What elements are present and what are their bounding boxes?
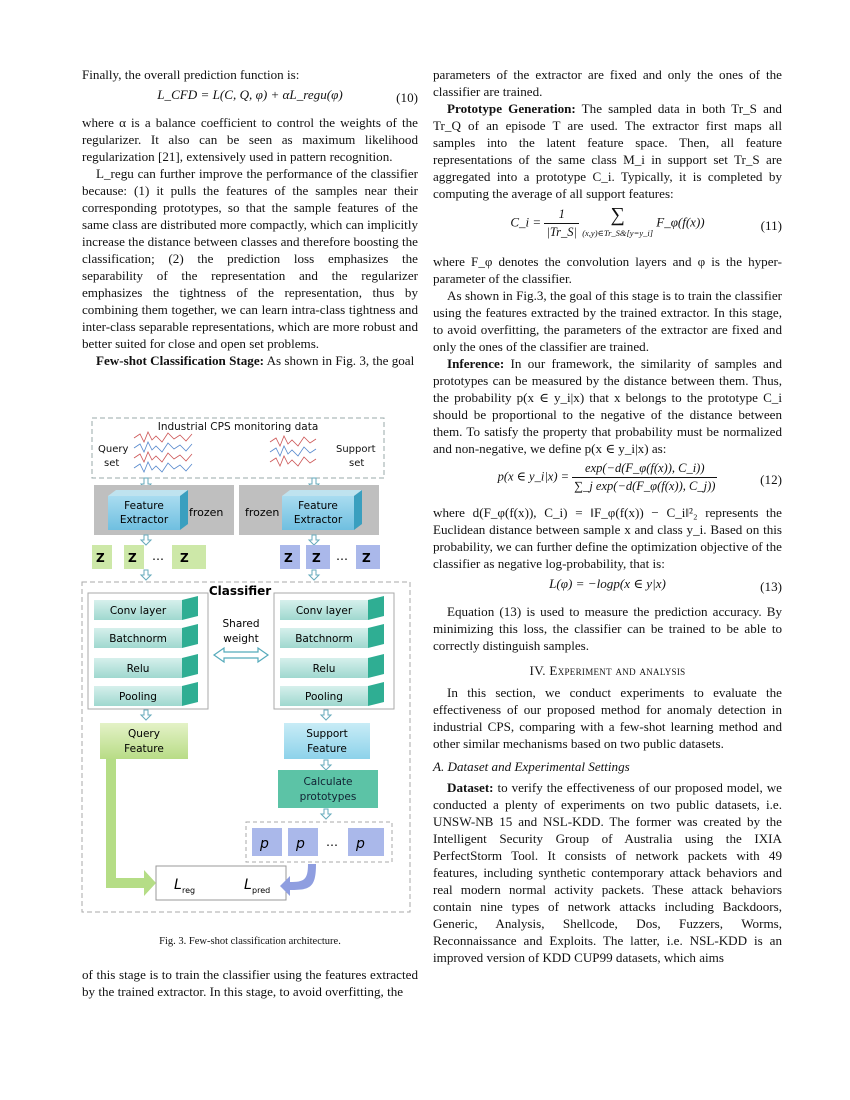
- support-embeddings: [280, 545, 380, 569]
- equation-number: (12): [760, 472, 782, 487]
- run-in-heading: Inference:: [447, 356, 505, 371]
- support-feature-label: Feature: [307, 743, 347, 755]
- z-label: Z: [96, 551, 105, 565]
- equation-number: (13): [760, 579, 782, 594]
- paragraph: L_regu can further improve the performance of the classifier because: (1) it pulls the features of the samples near their corresponding prototypes, so that the sample features of the same class are distributed more compactly, which can implicitly increase the distance between classes and therefore boosting the classification; (2) the prediction loss emphasizes the separability of the representation and the regularizer emphasizes the tightness of the representation, thus by combining them together, we can learn intra-class tightness and inter-class separable representations, which are more robust and better suited for close and open set problems.: [82, 166, 418, 351]
- equation-number: (10): [396, 90, 418, 105]
- paragraph: of this stage is to train the classifier using the features extracted by the trained extractor. In this stage, to avoid overfitting, the: [82, 967, 418, 999]
- arrow-down-icon: [321, 760, 331, 770]
- query-embeddings: [92, 545, 206, 569]
- dots: …: [336, 549, 348, 563]
- equation-body: L_CFD = L(C, Q, φ) + αL_regu(φ): [157, 87, 343, 102]
- equation-number: (11): [760, 218, 782, 233]
- paragraph-text: As shown in Fig. 3, the goal: [264, 353, 415, 368]
- denominator: ∑_j exp(−d(F_φ(f(x)), C_j)): [574, 479, 716, 493]
- run-in-heading: Dataset:: [447, 780, 494, 795]
- paragraph: [433, 100, 782, 202]
- feature-extractor-label: Feature: [298, 500, 338, 512]
- calculate-prototypes-label: Calculate: [303, 776, 353, 788]
- figure-3: [74, 412, 416, 917]
- query-signal-waves: [134, 432, 192, 472]
- shared-weight-label: Shared: [222, 618, 260, 630]
- arrow-down-icon: [321, 710, 331, 720]
- paragraph: Equation (13) is used to measure the prediction accuracy. By minimizing this loss, the classifier can be trained to be able to correctly distinguish samples.: [433, 604, 782, 653]
- dots: …: [152, 549, 164, 563]
- z-label: Z: [180, 551, 189, 565]
- feature-extractor-label: Feature: [124, 500, 164, 512]
- query-loss-arrow: [106, 759, 156, 896]
- layer-label: Relu: [126, 663, 150, 675]
- paragraph: where d(F_φ(f(x)), C_i) = ‖F_φ(f(x)) − C_i‖²₂ represents the Euclidean distance between sample x and class y_i. Based on this probability, we can further define the optimization objective of the classifier as negative log-probability, that is:: [433, 505, 782, 571]
- subsection-heading: A. Dataset and Experimental Settings: [433, 759, 630, 774]
- right-column: [433, 66, 782, 966]
- numerator: exp(−d(F_φ(f(x)), C_i)): [572, 460, 717, 478]
- paragraph: [82, 352, 418, 369]
- paragraph-text: to verify the effectiveness of our proposed model, we conducted a plenty of experiments on two public datasets, i.e. UNSW-NB 15 and NSL-KDD. The former was created by the Intelligent Security Group of Australia using the IXIA PerfectStorm Tool. It consists of network packets with 49 features, including synthetic contemporary attack behaviors and real modern normal activity packets. These attack behaviors contain nine types of network attacks including Backdoors, Generic, Analysis, Shellcode, Dos, Fuzzers, Worms, Reconnaissance and Exploits. The latter, i.e. NSL-KDD is an improved version of KDD CUP99 datasets, which aims: [433, 780, 782, 965]
- classifier-title: Classifier: [208, 584, 272, 598]
- paragraph: where F_φ denotes the convolution layers and φ is the hyper-parameter of the classifier.: [433, 254, 782, 286]
- layer-label: Conv layer: [109, 605, 167, 617]
- equation-body: L(φ) = −logp(x ∈ y|x): [549, 576, 666, 591]
- left-column: [82, 66, 418, 369]
- input-data-title: Industrial CPS monitoring data: [157, 421, 319, 433]
- layer-label: Relu: [312, 663, 336, 675]
- paragraph: parameters of the extractor are fixed and only the ones of the classifier are trained.: [433, 67, 782, 99]
- equation-lhs: p(x ∈ y_i|x) =: [497, 469, 570, 484]
- prototypes-row: [252, 828, 384, 856]
- arrow-down-icon: [309, 570, 319, 580]
- equation-lhs: C_i =: [510, 214, 542, 230]
- layer-label: Batchnorm: [109, 633, 167, 645]
- z-label: Z: [284, 551, 293, 565]
- arrow-down-icon: [309, 535, 319, 545]
- figure-caption: Fig. 3. Few-shot classification architecture.: [159, 936, 341, 947]
- layer-label: Pooling: [305, 691, 343, 703]
- arrow-down-icon: [141, 535, 151, 545]
- run-in-heading: Few-shot Classification Stage:: [96, 353, 265, 368]
- paragraph: In this section, we conduct experiments to evaluate the effectiveness of our proposed method for anomaly detection in industrial CPS, comparing with a few-shot learning method and other similar mechanisms based on two public datasets.: [433, 685, 782, 751]
- layer-label: Pooling: [119, 691, 157, 703]
- fraction: [544, 206, 579, 241]
- loss-pred-subscript: pred: [252, 886, 271, 895]
- z-label: Z: [128, 551, 137, 565]
- layer-label: Conv layer: [295, 605, 353, 617]
- loss-pred-symbol: L: [244, 877, 252, 893]
- left-column-bottom: [82, 966, 418, 1000]
- paragraph-text: In our framework, the similarity of samples and prototypes can be measured by the distance between them. Thus, the probability p(x ∈ y_i|x) that x belongs to the prototype C_i should be proportional to the negative of the distance between them. To satisfy the property that probability must be normalized and non-negative, we define p(x ∈ y_i|x) as:: [433, 356, 782, 456]
- query-feature-label: Query: [128, 728, 160, 740]
- layer-label: Batchnorm: [295, 633, 353, 645]
- equation-12: [433, 460, 782, 500]
- arrow-down-icon: [141, 570, 151, 580]
- query-set-label: Query: [98, 444, 129, 455]
- support-signal-waves: [270, 436, 316, 466]
- run-in-heading: Prototype Generation:: [447, 101, 576, 116]
- query-feature-label: Feature: [124, 743, 164, 755]
- prototype-label: p: [260, 836, 269, 852]
- feature-extractor-label: Extractor: [293, 514, 343, 526]
- z-label: Z: [362, 551, 371, 565]
- double-arrow-icon: [214, 648, 268, 662]
- paragraph: As shown in Fig.3, the goal of this stage is to train the classifier using the features extracted by the trained extractor. In this stage, to avoid overfitting, the parameters of the extractor are fixed and only the ones of the classifier are trained.: [433, 288, 782, 354]
- numerator: 1: [544, 206, 579, 224]
- feature-extractor-label: Extractor: [119, 514, 169, 526]
- equation-rhs: F_φ(f(x)): [656, 214, 705, 230]
- paragraph: where α is a balance coefficient to control the weights of the regularizer. It also can be seen as maximum likelihood regularization [21], extensively used in pattern recognition.: [82, 115, 418, 164]
- sum-subscript: (x,y)∈Tr_S&[y=y_i]: [582, 228, 654, 238]
- paragraph-text: The sampled data in both Tr_S and Tr_Q of an episode T are used. The extractor first maps all samples into the latent feature space. Then, all feature representations of the same class M_i in support set Tr_S are aggregated into a prototype C_i. Typically, it is completed by computing the average of all support features:: [433, 101, 782, 201]
- dots: …: [326, 835, 338, 849]
- loss-reg-symbol: L: [174, 877, 182, 893]
- section-heading: IV. Experiment and analysis: [529, 663, 686, 678]
- paragraph: [433, 779, 782, 966]
- sum-symbol: ∑: [610, 204, 625, 226]
- query-set-label: set: [104, 458, 120, 469]
- equation-11: [433, 205, 782, 249]
- paragraph: Finally, the overall prediction function is:: [82, 67, 300, 82]
- support-feature-label: Support: [306, 728, 348, 740]
- support-set-label: set: [349, 458, 365, 469]
- loss-reg-subscript: reg: [182, 886, 196, 895]
- arrow-down-icon: [141, 710, 151, 720]
- paragraph: [433, 355, 782, 457]
- support-set-label: Support: [336, 444, 376, 455]
- prototype-label: p: [356, 836, 365, 852]
- frozen-label: frozen: [245, 506, 280, 519]
- frozen-label: frozen: [189, 506, 224, 519]
- calculate-prototypes-label: prototypes: [299, 791, 357, 803]
- feature-extractor-left: [108, 490, 188, 530]
- arrow-down-icon: [321, 809, 331, 819]
- prototype-label: p: [296, 836, 305, 852]
- shared-weight-label: weight: [223, 633, 259, 645]
- denominator: |Tr_S|: [546, 225, 577, 239]
- fraction: [572, 460, 717, 495]
- z-label: Z: [312, 551, 321, 565]
- equation-10: [82, 86, 418, 110]
- equation-13: [433, 575, 782, 599]
- feature-extractor-right: [282, 490, 362, 530]
